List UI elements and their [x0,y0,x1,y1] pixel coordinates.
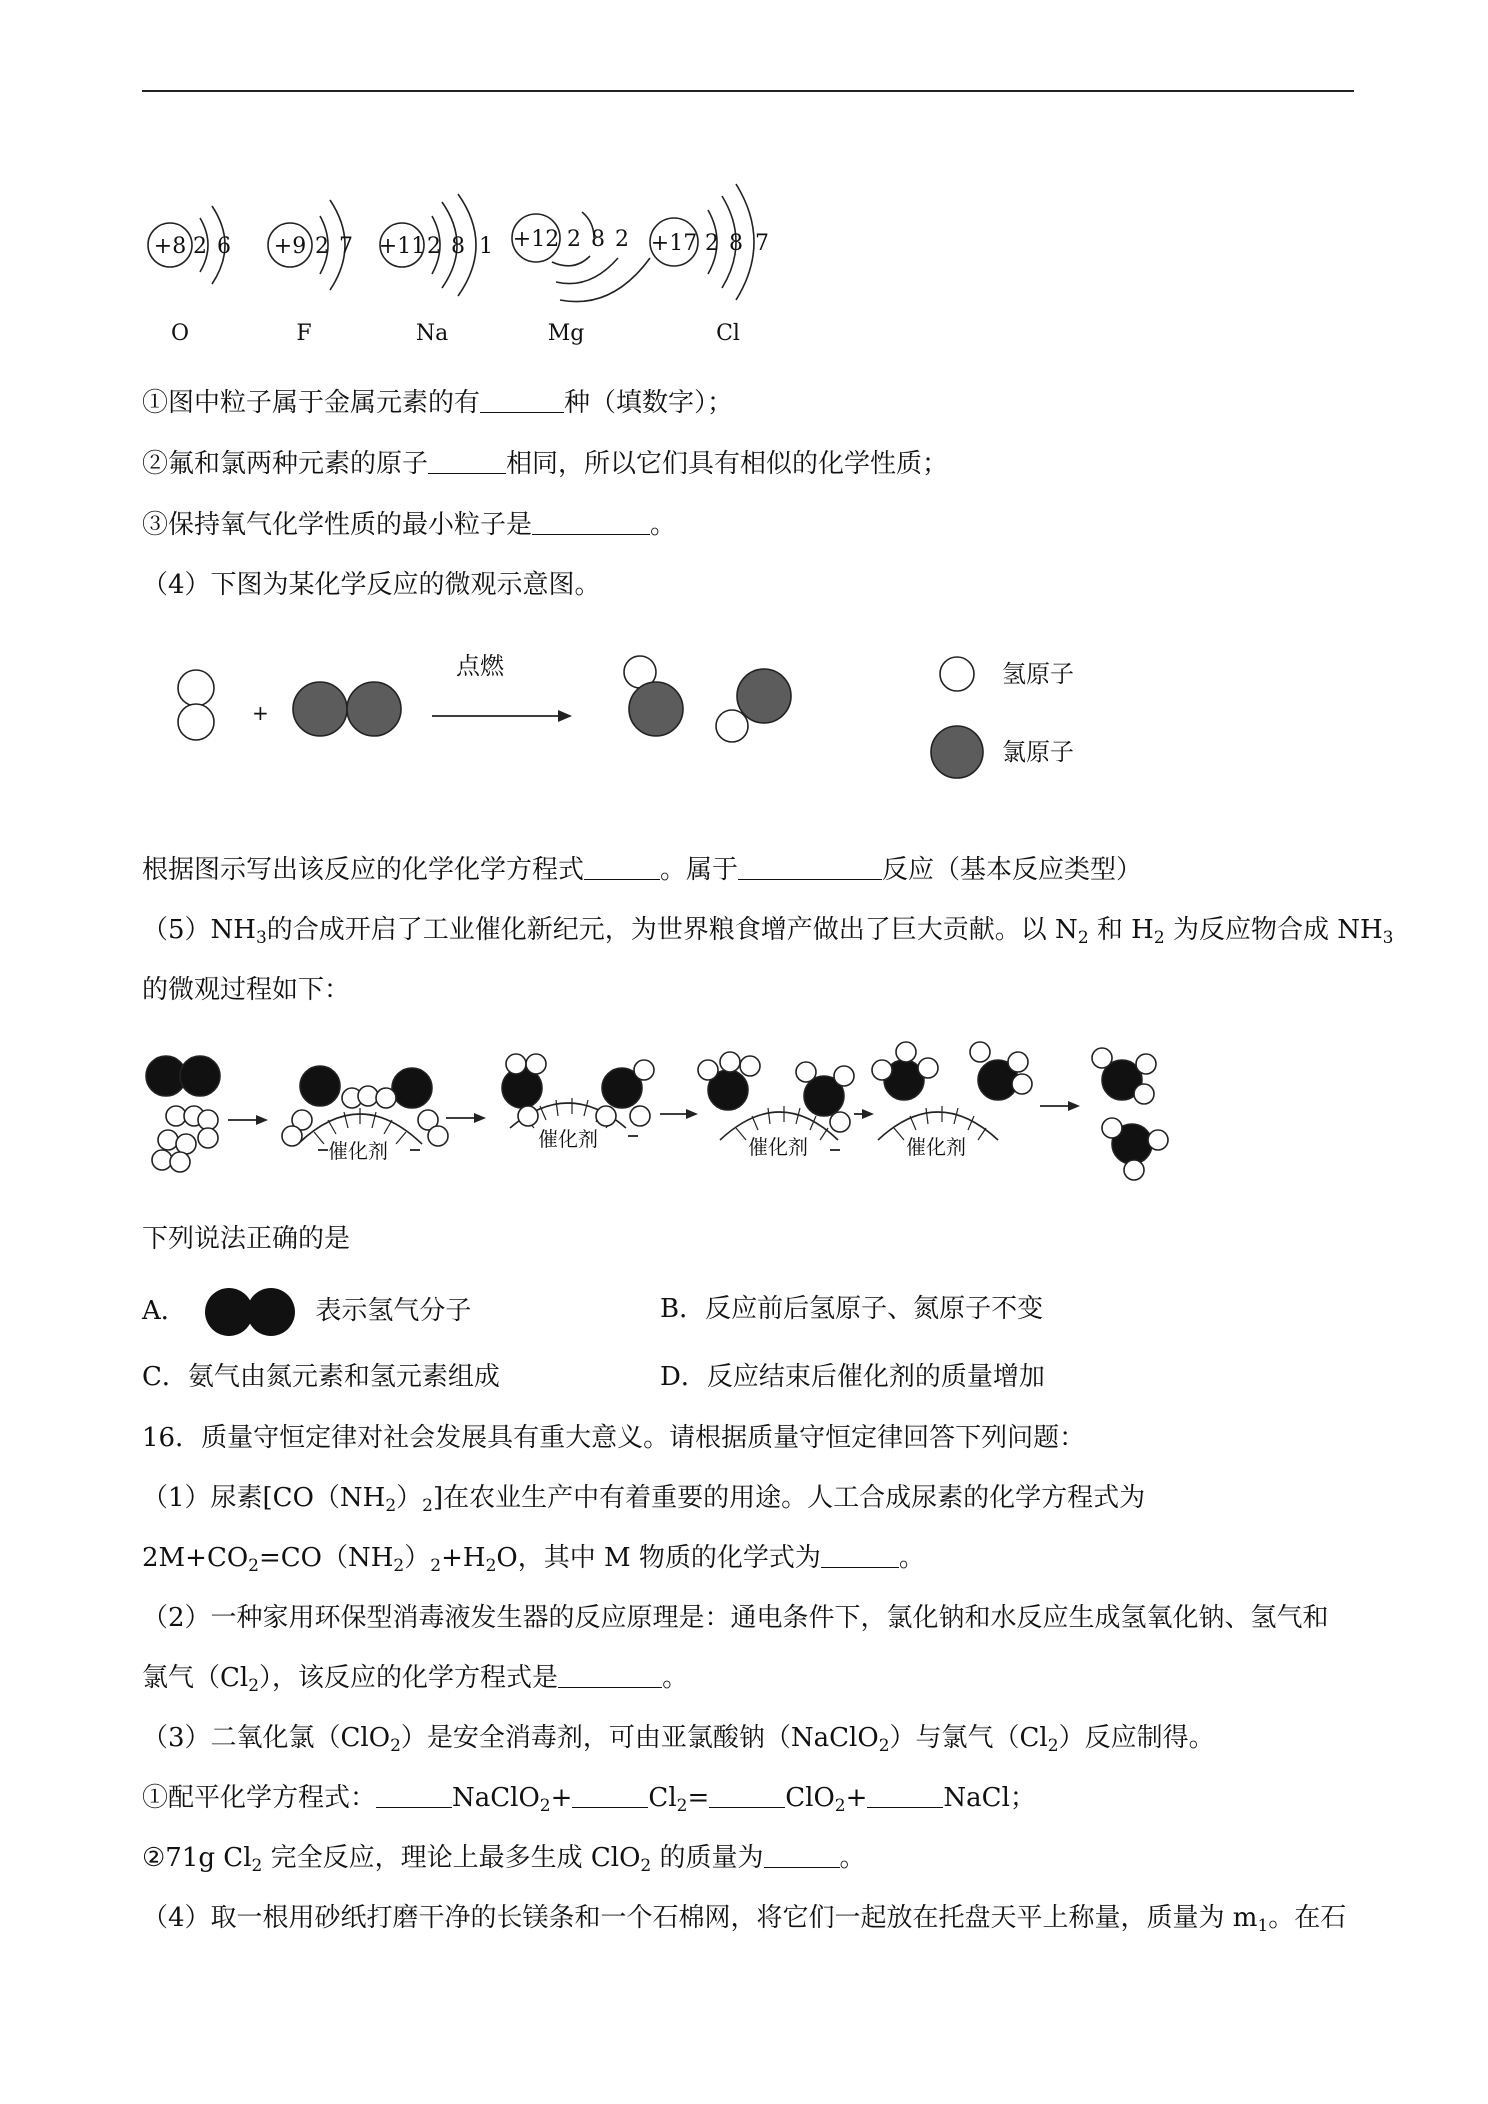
reaction-condition: 点燃 [456,652,504,680]
hydrogen-atom [178,704,214,740]
subscript: 2 [485,1556,497,1576]
process-arrow [256,1115,268,1125]
subscript: 2 [878,1736,890,1756]
catalyst-label: 催化剂 [538,1127,598,1151]
hydrogen-atom [716,710,748,742]
q16-part3-line1 [142,1721,1215,1755]
answer-blank[interactable] [584,855,660,880]
nitrogen-atom [180,1056,220,1096]
answer-blank[interactable] [480,388,564,413]
chlorine-atom [347,682,401,736]
element-symbol-f: F [296,321,312,346]
subscript: 2 [393,1556,405,1576]
text: （4）取一根用砂纸打磨干净的长镁条和一个石棉网，将它们一起放在托盘天平上称量，质量为 m [142,1903,1258,1933]
subscript: 2 [385,1496,397,1516]
q4-intro: （4）下图为某化学反应的微观示意图。 [142,570,601,600]
subscript: 2 [539,1796,551,1816]
answer-blank[interactable] [428,449,506,474]
q16-part3-line2 [142,1781,1036,1815]
legend-hydrogen-label: 氢原子 [1002,660,1074,688]
q4-question [142,853,1142,887]
text: Cl [648,1783,677,1813]
text: 和 H [1088,915,1154,945]
subscript: 2 [834,1796,846,1816]
text: 。 [662,1663,689,1693]
q16-part2-line1: （2）一种家用环保型消毒液发生器的反应原理是：通电条件下，氯化钠和水反应生成氢氧化钠、氢气和 [142,1603,1329,1633]
text: ），该反应的化学方程式是 [259,1663,559,1693]
text: 2M+CO [142,1543,249,1573]
q16-part1-line2 [142,1541,925,1575]
text: 。 [839,1843,866,1873]
answer-blank[interactable] [558,1663,662,1688]
element-symbol-na: Na [415,321,449,346]
chlorine-atom [293,682,347,736]
answer-blank[interactable] [738,855,882,880]
shell-count: 7 [339,234,353,259]
text: ClO [785,1783,835,1813]
text: 。属于 [660,855,739,885]
q16-part2-line2 [142,1661,688,1695]
hydrogen-atom [178,670,214,706]
nitrogen-molecule-icon [203,1286,299,1338]
text: ）与氯气（Cl [889,1723,1048,1753]
text: + [550,1783,573,1813]
text: ）是安全消毒剂，可由亚氯酸钠（NaClO [400,1723,879,1753]
q3-line-3 [142,508,676,542]
catalyst-label: 催化剂 [328,1139,388,1163]
q16-part1-line1 [142,1481,1145,1515]
answer-blank[interactable] [709,1783,785,1808]
q16-part3-line3 [142,1841,866,1875]
shell-count: 8 [729,231,743,256]
subscript: 2 [390,1736,401,1756]
answer-blank[interactable] [867,1783,943,1808]
legend-chlorine-atom [931,726,983,778]
subscript: 2 [248,1556,259,1576]
shell-count: 1 [479,234,493,259]
q3-line-1 [142,386,733,420]
text: （3）二氧化氯（ClO [142,1723,391,1753]
shell-count: 2 [193,234,207,259]
shell-count: 2 [427,234,441,259]
text: +H [441,1543,486,1573]
option-a[interactable] [142,1286,471,1338]
text: ③保持氧气化学性质的最小粒子是 [142,510,533,540]
q16-part4-line1 [142,1901,1346,1935]
q5-question: 下列说法正确的是 [142,1224,351,1254]
text: NaClO [452,1783,540,1813]
option-label: A． [142,1296,187,1326]
subscript: 2 [430,1556,442,1576]
text: 种（填数字）； [564,388,734,418]
legend-chlorine-label: 氯原子 [1002,738,1074,766]
shell-count: 2 [615,227,629,252]
answer-blank[interactable] [821,1543,899,1568]
text: （5）NH [142,915,256,945]
nucleus-label-mg: +12 [512,227,560,252]
ammonia-synthesis-diagram [142,1036,1192,1188]
subscript: 2 [1047,1736,1059,1756]
text: 根据图示写出该反应的化学化学方程式 [142,855,585,885]
text: ②71g Cl [142,1843,252,1873]
shell-count: 8 [591,227,605,252]
text: =CO（NH [259,1543,394,1573]
text: 的质量为 [651,1843,764,1873]
element-symbol-o: O [170,321,190,346]
header-rule [142,90,1354,92]
q5-line-1 [142,913,1393,947]
text: 的合成开启了工业催化新纪元，为世界粮食增产做出了巨大贡献。以 N [266,915,1078,945]
process-arrow [474,1113,486,1123]
catalyst-label: 催化剂 [748,1135,808,1159]
subscript: 3 [255,928,267,948]
subscript: 3 [1382,928,1394,948]
shell-count: 8 [451,234,465,259]
text: ） [396,1483,423,1513]
option-d[interactable]: D．反应结束后催化剂的质量增加 [660,1362,1045,1392]
shell-count: 2 [567,227,581,252]
legend-hydrogen-atom [940,657,974,691]
answer-blank[interactable] [532,510,650,535]
text: 完全反应，理论上最多生成 ClO [262,1843,641,1873]
q16-title: 16．质量守恒定律对社会发展具有重大意义。请根据质量守恒定律回答下列问题： [142,1423,1086,1453]
text: ②氟和氯两种元素的原子 [142,449,429,479]
subscript: 2 [1153,928,1165,948]
subscript: 1 [1257,1916,1269,1936]
text: ①图中粒子属于金属元素的有 [142,388,481,418]
text: ）反应制得。 [1058,1723,1215,1753]
text: 为反应物合成 NH [1164,915,1383,945]
text: ①配平化学方程式： [142,1783,377,1813]
nucleus-label-cl: +17 [650,231,698,256]
plus-sign: + [252,701,269,725]
text: + [845,1783,868,1813]
option-b[interactable]: B．反应前后氢原子、氮原子不变 [660,1294,1044,1324]
text: 。在石 [1268,1903,1347,1933]
nucleus-label-na: +11 [378,234,426,259]
q5-line-2: 的微观过程如下： [142,975,351,1005]
text: 。 [650,510,677,540]
answer-blank[interactable] [572,1783,648,1808]
subscript: 2 [248,1676,260,1696]
text: NaCl； [943,1783,1036,1813]
subscript: 2 [676,1796,688,1816]
element-symbol-mg: Mg [547,321,585,346]
process-arrow [686,1109,698,1119]
chlorine-atom [629,682,683,736]
shell-count: 2 [705,231,719,256]
subscript: 2 [422,1496,433,1516]
option-c[interactable]: C．氨气由氮元素和氢元素组成 [142,1362,500,1392]
text: O，其中 M 物质的化学式为 [496,1543,821,1573]
text: （1）尿素[CO（NH [142,1483,386,1513]
answer-blank[interactable] [764,1843,840,1868]
subscript: 2 [640,1856,652,1876]
catalyst-label: 催化剂 [906,1135,966,1159]
text: 反应（基本反应类型） [882,855,1143,885]
shell-count: 7 [755,231,769,256]
atomic-structure-diagram [142,150,802,360]
shell-count: 6 [217,234,231,259]
reaction-micro-diagram [160,636,1120,796]
option-text: 表示氢气分子 [315,1296,472,1326]
element-symbol-cl: Cl [716,321,740,346]
nucleus-label-f: +9 [273,234,307,259]
text: ） [404,1543,431,1573]
q3-line-2 [142,447,948,481]
subscript: 2 [251,1856,263,1876]
text: 相同，所以它们具有相似的化学性质； [506,449,949,479]
chlorine-atom [737,669,791,723]
process-arrow [1068,1101,1080,1111]
text: 。 [898,1543,925,1573]
nucleus-label-o: +8 [153,234,187,259]
shell-count: 2 [315,234,329,259]
text: ]在农业生产中有着重要的用途。人工合成尿素的化学方程式为 [433,1483,1146,1513]
answer-blank[interactable] [376,1783,452,1808]
subscript: 2 [1077,928,1089,948]
text: = [687,1783,710,1813]
process-arrow [862,1109,874,1119]
text: 氯气（Cl [142,1663,249,1693]
